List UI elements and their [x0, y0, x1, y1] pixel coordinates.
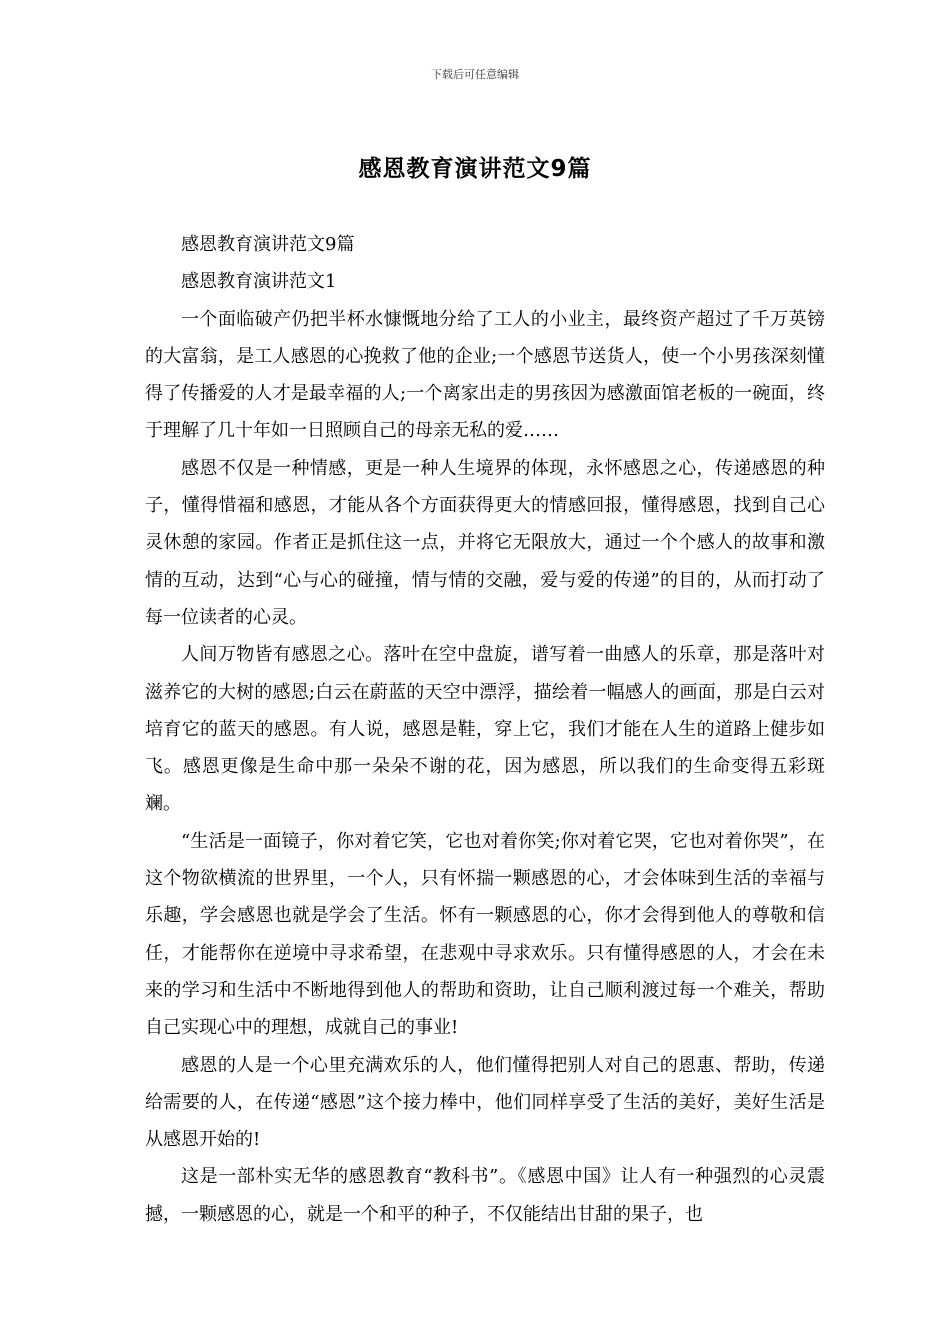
body-paragraph: 感恩的人是一个心里充满欢乐的人，他们懂得把别人对自己的恩惠、帮助，传递给需要的人，在传递“感恩”这个接力棒中，他们同样享受了生活的美好，美好生活是从感恩开始的! [145, 1054, 825, 1151]
body-paragraph: 一个面临破产仍把半杯水慷慨地分给了工人的小业主，最终资产超过了千万英镑的大富翁，是工人感恩的心挽救了他的企业;一个感恩节送货人，使一个小男孩深刻懂得了传播爱的人才是最幸福的人;一个离家出走的男孩因为感激面馆老板的一碗面，终于理解了几十年如一日照顾自己的母亲无私的爱…… [145, 308, 825, 442]
header-note: 下载后可任意编辑 [431, 68, 519, 81]
body-paragraph: 感恩不仅是一种情感，更是一种人生境界的体现，永怀感恩之心，传递感恩的种子，懂得惜福和感恩，才能从各个方面获得更大的情感回报，懂得感恩，找到自己心灵休憩的家园。作者正是抓住这一点，并将它无限放大，通过一个个感人的故事和激情的互动，达到“心与心的碰撞，情与情的交融，爱与爱的传递”的目的，从而打动了每一位读者的心灵。 [145, 457, 825, 628]
document-body [145, 226, 825, 1233]
section-heading: 感恩教育演讲范文1 [181, 271, 337, 293]
body-paragraph: 人间万物皆有感恩之心。落叶在空中盘旋，谱写着一曲感人的乐章，那是落叶对滋养它的大树的感恩;白云在蔚蓝的天空中漂浮，描绘着一幅感人的画面，那是白云对培育它的蓝天的感恩。有人说，感恩是鞋，穿上它，我们才能在人生的道路上健步如飞。感恩更像是生命中那一朵朵不谢的花，因为感恩，所以我们的生命变得五彩斑斓。 [145, 644, 825, 815]
document-title: 感恩教育演讲范文9篇 [358, 156, 592, 182]
body-paragraph: 这是一部朴实无华的感恩教育“教科书”。《感恩中国》让人有一种强烈的心灵震撼，一颗感恩的心，就是一个和平的种子，不仅能结出甘甜的果子，也 [145, 1166, 825, 1225]
subtitle-line: 感恩教育演讲范文9篇 [181, 234, 355, 255]
body-paragraph: “生活是一面镜子，你对着它笑，它也对着你笑;你对着它哭，它也对着你哭”，在这个物欲横流的世界里，一个人，只有怀揣一颗感恩的心，才会体味到生活的幸福与乐趣，学会感恩也就是学会了生活。怀有一颗感恩的心，你才会得到他人的尊敬和信任，才能帮你在逆境中寻求希望，在悲观中寻求欢乐。只有懂得感恩的人，才会在未来的学习和生活中不断地得到他人的帮助和资助，让自己顺利渡过每一个难关，帮助自己实现心中的理想，成就自己的事业! [145, 830, 825, 1039]
